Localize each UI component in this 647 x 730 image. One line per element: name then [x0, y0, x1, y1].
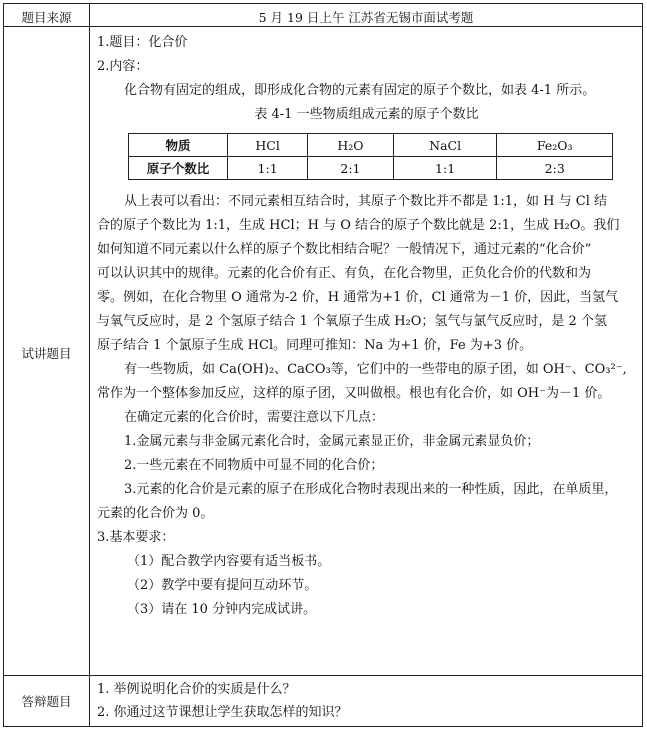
- intro-text: 化合物有固定的组成，即形成化合物的元素有固定的原子个数比，如表 4-1 所示。: [124, 83, 596, 98]
- defense-questions: [97, 678, 636, 724]
- paragraph-line: 有一些物质，如 Ca(OH)₂、CaCO₃等，它们中的一些带电的原子团，如 OH⁻、CO₃²⁻,: [124, 362, 627, 377]
- content-label: 2.内容：: [97, 59, 149, 74]
- table-cell: H₂O: [308, 134, 394, 157]
- paragraph-line: 如何知道不同元素以什么样的原子个数比相结合呢？一般情况下，通过元素的“化合价”: [97, 242, 592, 257]
- table-row-label: 原子个数比: [129, 157, 228, 180]
- table-cell: 1:1: [228, 157, 308, 180]
- row-divider: [4, 675, 642, 676]
- notes-intro: 在确定元素的化合价时，需要注意以下几点：: [124, 410, 385, 425]
- column-divider: [89, 4, 90, 726]
- exam-form-table: [3, 3, 643, 727]
- row-divider: [4, 26, 642, 27]
- table-row: [129, 157, 613, 180]
- paragraph-line: 原子结合 1 个氯原子生成 HCl。同理可推知：Na 为+1 价，Fe 为+3 价。: [97, 338, 533, 353]
- requirement-item: （2）教学中要有提问互动环节。: [127, 578, 318, 593]
- table-cell: NaCl: [393, 134, 497, 157]
- paragraph-line: 常作为一个整体参加反应，这样的原子团，又叫做根。根也有化合价，如 OH⁻为－1 价。: [97, 386, 611, 401]
- source-label: 题目来源: [21, 10, 72, 25]
- table-cell: HCl: [228, 134, 308, 157]
- defense-label: 答辩题目: [21, 694, 72, 709]
- table-row: [129, 134, 613, 157]
- table-cell: 2:1: [308, 157, 394, 180]
- table-cell: 1:1: [393, 157, 497, 180]
- table-header-label: 物质: [129, 134, 228, 157]
- table-caption: 表 4-1 一些物质组成元素的原子个数比: [254, 107, 479, 122]
- note-item: 3.元素的化合价是元素的原子在形成化合物时表现出来的一种性质，因此，在单质里，: [124, 482, 618, 497]
- table-cell: Fe₂O₃: [497, 134, 613, 157]
- defense-question: 1. 举例说明化合价的实质是什么？: [97, 682, 296, 697]
- note-item: 1.金属元素与非金属元素化合时，金属元素显正价，非金属元素显负价；: [124, 434, 540, 449]
- requirement-item: （3）请在 10 分钟内完成试讲。: [127, 602, 317, 617]
- requirements-label: 3.基本要求：: [97, 530, 175, 545]
- note-item: 2.一些元素在不同物质中可显不同的化合价；: [124, 458, 384, 473]
- paragraph-line: 与氧气反应时，是 2 个氢原子结合 1 个氧原子生成 H₂O；氢气与氯气反应时，是 2 个氢: [97, 314, 607, 329]
- source-value: 5 月 19 日上午 江苏省无锡市面试考题: [258, 10, 474, 25]
- table-cell: 2:3: [497, 157, 613, 180]
- requirement-item: （1）配合教学内容要有适当板书。: [127, 554, 331, 569]
- topic-content: [97, 31, 636, 622]
- paragraph-line: 从上表可以看出：不同元素相互结合时，其原子个数比并不都是 1:1，如 H 与 Cl 结: [124, 194, 608, 209]
- paragraph-line: 可以认识其中的规律。元素的化合价有正、有负，在化合物里，正负化合价的代数和为: [97, 266, 592, 281]
- note-item-tail: 元素的化合价为 0。: [97, 506, 214, 521]
- topic-title: 1.题目：化合价: [97, 35, 188, 50]
- topic-label: 试讲题目: [21, 346, 72, 361]
- defense-question: 2. 你通过这节课想让学生获取怎样的知识？: [97, 705, 348, 720]
- paragraph-line: 零。例如，在化合物里 O 通常为-2 价，H 通常为+1 价，Cl 通常为－1 价，因此，当氢气: [97, 290, 619, 305]
- paragraph-line: 合的原子个数比为 1:1，生成 HCl；H 与 O 结合的原子个数比就是 2:1，生成 H₂O。我们: [97, 218, 620, 233]
- ratio-table: [128, 133, 613, 180]
